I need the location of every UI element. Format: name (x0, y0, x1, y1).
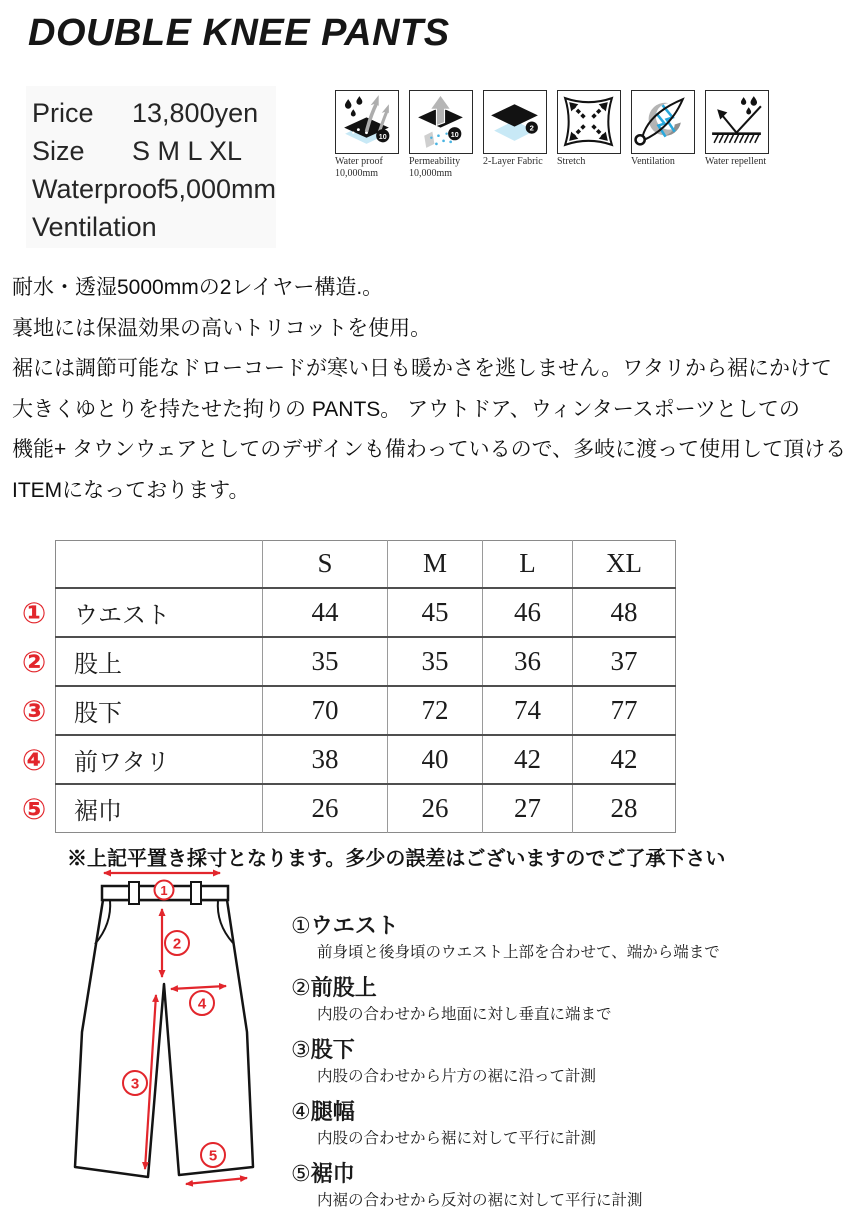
cell-value: 46 (483, 588, 573, 637)
guide-title-text: 前股上 (310, 975, 377, 1000)
spec-row-size (32, 132, 276, 170)
guide-item-inseam (291, 1036, 796, 1087)
spec-row-ventilation (32, 208, 276, 246)
pants-outline (75, 900, 253, 1177)
guide-description: 内股の合わせから片方の裾に沿って計測 (317, 1068, 597, 1085)
cell-value: 36 (483, 637, 573, 686)
guide-number: ② (291, 976, 311, 1001)
description-line: 機能+ タウンウェアとしてのデザインも備わっているので、多岐に渡って使用して頂ける (12, 438, 846, 461)
spec-label: Price (32, 98, 94, 128)
permeability-icon (409, 90, 473, 154)
page-title: DOUBLE KNEE PANTS (28, 12, 450, 54)
badge-text: 10 (450, 130, 459, 139)
row-label: ウエスト (56, 588, 263, 637)
hem-arrow (186, 1178, 247, 1184)
guide-title-text: 股下 (310, 1037, 355, 1062)
guide-title (291, 1098, 796, 1127)
spec-label: Waterproof (32, 174, 165, 204)
guide-number: ③ (291, 1038, 311, 1063)
feature-two-layer (483, 90, 549, 179)
water-repellent-icon (705, 90, 769, 154)
cell-value: 35 (388, 637, 483, 686)
guide-number: ① (291, 914, 311, 939)
feature-water-repellent (705, 90, 771, 179)
cell-value: 28 (573, 784, 676, 833)
marker-1: 1 (160, 883, 168, 898)
guide-title-text: 裾巾 (310, 1161, 355, 1186)
guide-item-thigh-width (291, 1098, 796, 1149)
spec-value: 13,800yen (132, 98, 259, 128)
marker-4: 4 (197, 995, 207, 1013)
cell-value: 72 (388, 686, 483, 735)
spec-label: Ventilation (32, 212, 157, 242)
guide-title-text: ウエスト (310, 913, 399, 938)
table-row-inseam (56, 686, 676, 735)
size-table-corner-cell (56, 541, 263, 588)
marker-2: 2 (172, 935, 182, 953)
icon-label: Permeability (409, 156, 461, 167)
product-description (12, 268, 846, 511)
guide-title (291, 1160, 796, 1189)
column-header-xl: XL (573, 541, 676, 588)
badge-text: 2 (529, 123, 534, 133)
cell-value: 74 (483, 686, 573, 735)
icon-label: Stretch (557, 156, 586, 167)
pants-measurement-diagram (50, 862, 265, 1200)
cell-value: 38 (263, 735, 388, 784)
description-line: 裏地には保温効果の高いトリコットを使用。 (12, 316, 432, 340)
cell-value: 26 (263, 784, 388, 833)
cell-value: 35 (263, 637, 388, 686)
belt-loop-right (191, 882, 201, 904)
guide-description: 内股の合わせから地面に対し垂直に端まで (317, 1006, 612, 1023)
guide-description: 内裾の合わせから反対の裾に対して平行に計測 (317, 1192, 643, 1209)
cell-value: 27 (483, 784, 573, 833)
icon-label: 2-Layer Fabric (483, 156, 543, 167)
table-row-number-badges (16, 588, 52, 833)
icon-sublabel: 10,000mm (335, 167, 379, 179)
table-row-front-thigh (56, 735, 676, 784)
cell-value: 42 (573, 735, 676, 784)
icon-sublabel: 10,000mm (409, 167, 453, 179)
feature-permeability (409, 90, 475, 179)
feature-ventilation (631, 90, 697, 179)
cell-value: 45 (388, 588, 483, 637)
guide-item-front-rise (291, 974, 796, 1025)
feature-stretch (557, 90, 623, 179)
stretch-icon (557, 90, 621, 154)
guide-title-text: 腿幅 (310, 1099, 355, 1124)
guide-item-hem-width (291, 1160, 796, 1211)
icon-label: Water repellent (705, 156, 767, 167)
size-note: ※上記平置き採寸となります。多少の誤差はございますのでご了承下さい (67, 848, 726, 870)
row-number-badge: ② (21, 644, 47, 679)
feature-water-proof (335, 90, 401, 179)
description-line: 裾には調節可能なドローコードが寒い日も暖かさを逃しません。ワタリから裾にかけて (12, 357, 833, 380)
row-number-badge: ① (21, 595, 47, 630)
cell-value: 77 (573, 686, 676, 735)
spec-label: Size (32, 136, 85, 166)
measure-guide (291, 912, 796, 1222)
row-label: 裾巾 (56, 784, 263, 833)
row-label: 前ワタリ (56, 735, 263, 784)
cell-value: 42 (483, 735, 573, 784)
row-label: 股上 (56, 637, 263, 686)
guide-item-waist (291, 912, 796, 963)
cell-value: 44 (263, 588, 388, 637)
description-line: 耐水・透湿5000mmの2レイヤー構造.。 (12, 276, 384, 299)
row-number-badge: ⑤ (21, 791, 47, 826)
guide-title (291, 912, 796, 941)
spec-value: S M L XL (132, 136, 243, 166)
water-proof-icon (335, 90, 399, 154)
guide-title (291, 974, 796, 1003)
table-row-waist (56, 588, 676, 637)
two-layer-fabric-icon (483, 90, 547, 154)
cell-value: 40 (388, 735, 483, 784)
spec-value: 5,000mm (163, 174, 276, 204)
column-header-l: L (483, 541, 573, 588)
ventilation-icon (631, 90, 695, 154)
guide-number: ④ (291, 1100, 311, 1125)
feature-icons-row (335, 90, 771, 179)
description-line: 大きくゆとりを持たせた拘りの PANTS。 アウトドア、ウィンタースポーツとしての (12, 397, 800, 421)
cell-value: 26 (388, 784, 483, 833)
icon-label: Water proof (335, 156, 383, 167)
row-number-badge: ④ (21, 742, 47, 777)
row-number-badge: ③ (21, 693, 47, 728)
marker-5: 5 (208, 1147, 218, 1165)
table-row-hem-width (56, 784, 676, 833)
size-table (55, 540, 676, 833)
guide-description: 内股の合わせから裾に対して平行に計測 (317, 1130, 597, 1147)
spec-row-waterproof (32, 170, 276, 208)
cell-value: 37 (573, 637, 676, 686)
column-header-m: M (388, 541, 483, 588)
marker-3: 3 (130, 1075, 140, 1093)
belt-loop-left (129, 882, 139, 904)
icon-label: Ventilation (631, 156, 675, 167)
description-line: ITEMになっております。 (12, 478, 250, 502)
spec-row-price (32, 94, 276, 132)
column-header-s: S (263, 541, 388, 588)
cell-value: 48 (573, 588, 676, 637)
badge-text: 10 (378, 132, 387, 141)
table-row-rise (56, 637, 676, 686)
guide-number: ⑤ (291, 1162, 311, 1187)
product-spec-block (26, 86, 276, 248)
cell-value: 70 (263, 686, 388, 735)
guide-description: 前身頃と後身頃のウエスト上部を合わせて、端から端まで (317, 944, 720, 961)
guide-title (291, 1036, 796, 1065)
row-label: 股下 (56, 686, 263, 735)
size-table-header-row (56, 541, 676, 588)
